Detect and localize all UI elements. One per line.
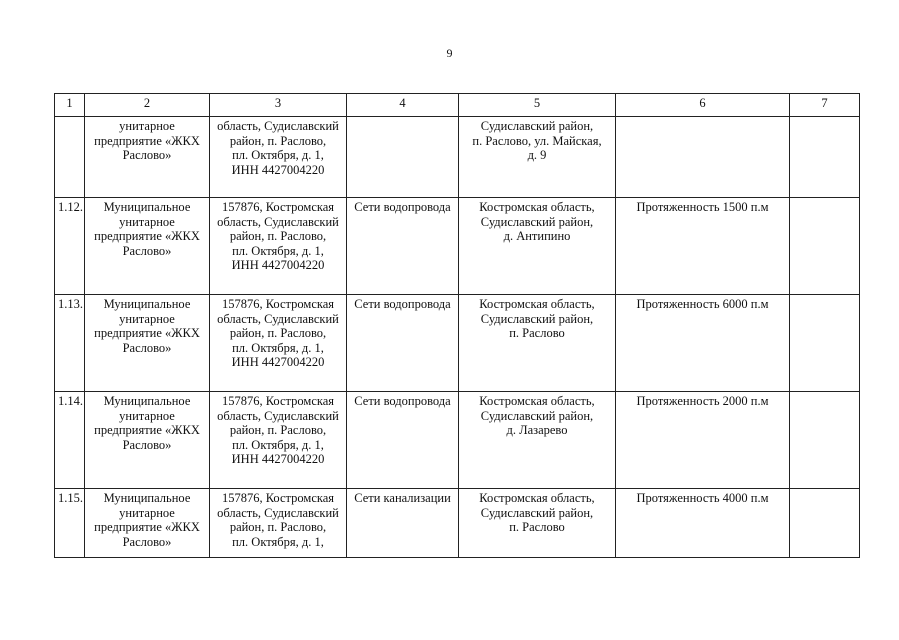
cell-text-line: унитарное xyxy=(119,505,175,520)
cell-text-line: район, п. Раслово, xyxy=(229,423,327,438)
characteristic-cell xyxy=(616,198,790,295)
cell-text-line: п. Раслово xyxy=(509,326,565,341)
header-cell-7: 7 xyxy=(790,94,860,117)
cell-text-line: Сети водопровода xyxy=(354,394,451,408)
cell-text-line: предприятие «ЖКХ xyxy=(94,423,200,438)
cell-text-line: район, п. Раслово, xyxy=(229,326,327,341)
cell-text-line: район, п. Раслово, xyxy=(229,133,327,148)
cell-text-line: предприятие «ЖКХ xyxy=(94,326,200,341)
cell-text-line: ИНН 4427004220 xyxy=(231,162,325,177)
cell-text-line: Протяженность 6000 п.м xyxy=(636,297,769,311)
owner-cell xyxy=(85,489,210,558)
cell-text-line: предприятие «ЖКХ xyxy=(94,133,200,148)
cell-text-line: Сети водопровода xyxy=(354,297,451,311)
location-cell xyxy=(459,392,616,489)
characteristic-cell xyxy=(616,117,790,198)
characteristic-cell xyxy=(616,489,790,558)
cell-text-line: ИНН 4427004220 xyxy=(231,355,325,370)
table-row xyxy=(55,295,860,392)
page-number: 9 xyxy=(446,46,453,60)
cell-text-line: пл. Октября, д. 1, xyxy=(232,340,324,355)
object-cell xyxy=(347,392,459,489)
cell-text-line: д. 9 xyxy=(527,148,547,163)
cell-text-line: Муниципальное xyxy=(103,297,191,311)
row-number-cell: 1.12. xyxy=(55,198,85,295)
cell-text-line: 157876, Костромская xyxy=(221,491,335,505)
cell-text-line: Судиславский район, xyxy=(480,119,594,133)
cell-text-line: Раслово» xyxy=(122,437,172,452)
note-cell xyxy=(790,117,860,198)
note-cell xyxy=(790,295,860,392)
header-cell-5: 5 xyxy=(459,94,616,117)
characteristic-cell xyxy=(616,392,790,489)
location-cell xyxy=(459,198,616,295)
owner-cell xyxy=(85,392,210,489)
cell-text-line: Сети канализации xyxy=(354,491,451,505)
cell-text-line: унитарное xyxy=(119,214,175,229)
cell-text-line: область, Судиславский xyxy=(217,119,339,133)
cell-text-line: Протяженность 2000 п.м xyxy=(636,394,769,408)
cell-text-line: район, п. Раслово, xyxy=(229,520,327,535)
cell-text-line: 157876, Костромская xyxy=(221,200,335,214)
cell-text-line: область, Судиславский xyxy=(217,311,339,326)
cell-text-line: унитарное xyxy=(119,311,175,326)
row-number-cell: 1.13. xyxy=(55,295,85,392)
location-cell xyxy=(459,295,616,392)
cell-text-line: район, п. Раслово, xyxy=(229,229,327,244)
header-cell-6: 6 xyxy=(616,94,790,117)
header-cell-2: 2 xyxy=(85,94,210,117)
header-row xyxy=(55,94,860,117)
header-cell-1: 1 xyxy=(55,94,85,117)
cell-text-line: Раслово» xyxy=(122,534,172,549)
characteristic-cell xyxy=(616,295,790,392)
table-row xyxy=(55,489,860,558)
cell-text-line: ИНН 4427004220 xyxy=(231,258,325,273)
cell-text-line: Раслово» xyxy=(122,340,172,355)
object-cell xyxy=(347,117,459,198)
owner-cell xyxy=(85,117,210,198)
cell-text-line: Протяженность 1500 п.м xyxy=(636,200,769,214)
cell-text-line: область, Судиславский xyxy=(217,505,339,520)
table-row xyxy=(55,392,860,489)
cell-text-line: унитарное xyxy=(119,408,175,423)
cell-text-line: Сети водопровода xyxy=(354,200,451,214)
table-row xyxy=(55,198,860,295)
note-cell xyxy=(790,489,860,558)
table-row xyxy=(55,117,860,198)
object-cell xyxy=(347,295,459,392)
row-number-cell xyxy=(55,117,85,198)
cell-text-line: Судиславский район, xyxy=(480,505,594,520)
cell-text-line: д. Лазарево xyxy=(506,423,568,438)
row-number-cell: 1.14. xyxy=(55,392,85,489)
cell-text-line: область, Судиславский xyxy=(217,408,339,423)
address-cell xyxy=(210,295,347,392)
cell-text-line: Костромская область, xyxy=(479,394,595,408)
cell-text-line: Костромская область, xyxy=(479,200,595,214)
cell-text-line: Муниципальное xyxy=(103,491,191,505)
cell-text-line: п. Раслово xyxy=(509,520,565,535)
cell-text-line: ИНН 4427004220 xyxy=(231,452,325,467)
cell-text-line: Протяженность 4000 п.м xyxy=(636,491,769,505)
note-cell xyxy=(790,392,860,489)
location-cell xyxy=(459,489,616,558)
cell-text-line: 157876, Костромская xyxy=(221,394,335,408)
address-cell xyxy=(210,489,347,558)
header-cell-4: 4 xyxy=(347,94,459,117)
object-cell xyxy=(347,198,459,295)
cell-text-line: унитарное xyxy=(119,119,175,133)
cell-text-line: Судиславский район, xyxy=(480,408,594,423)
cell-text-line: Костромская область, xyxy=(479,491,595,505)
cell-text-line: 157876, Костромская xyxy=(221,297,335,311)
address-cell xyxy=(210,392,347,489)
header-cell-3: 3 xyxy=(210,94,347,117)
cell-text-line: пл. Октября, д. 1, xyxy=(232,437,324,452)
cell-text-line: пл. Октября, д. 1, xyxy=(232,243,324,258)
row-number-cell: 1.15. xyxy=(55,489,85,558)
cell-text-line: д. Антипино xyxy=(503,229,571,244)
cell-text-line: Муниципальное xyxy=(103,394,191,408)
cell-text-line: Костромская область, xyxy=(479,297,595,311)
owner-cell xyxy=(85,198,210,295)
cell-text-line: пл. Октября, д. 1, xyxy=(232,148,324,163)
cell-text-line: Раслово» xyxy=(122,148,172,163)
address-cell xyxy=(210,117,347,198)
cell-text-line: область, Судиславский xyxy=(217,214,339,229)
cell-text-line: Муниципальное xyxy=(103,200,191,214)
address-cell xyxy=(210,198,347,295)
note-cell xyxy=(790,198,860,295)
cell-text-line: предприятие «ЖКХ xyxy=(94,520,200,535)
object-cell xyxy=(347,489,459,558)
cell-text-line: предприятие «ЖКХ xyxy=(94,229,200,244)
owner-cell xyxy=(85,295,210,392)
cell-text-line: пл. Октября, д. 1, xyxy=(232,534,324,549)
cell-text-line: п. Раслово, ул. Майская, xyxy=(472,133,602,148)
cell-text-line: Судиславский район, xyxy=(480,311,594,326)
cell-text-line: Раслово» xyxy=(122,243,172,258)
cell-text-line: Судиславский район, xyxy=(480,214,594,229)
location-cell xyxy=(459,117,616,198)
registry-table xyxy=(54,93,860,558)
